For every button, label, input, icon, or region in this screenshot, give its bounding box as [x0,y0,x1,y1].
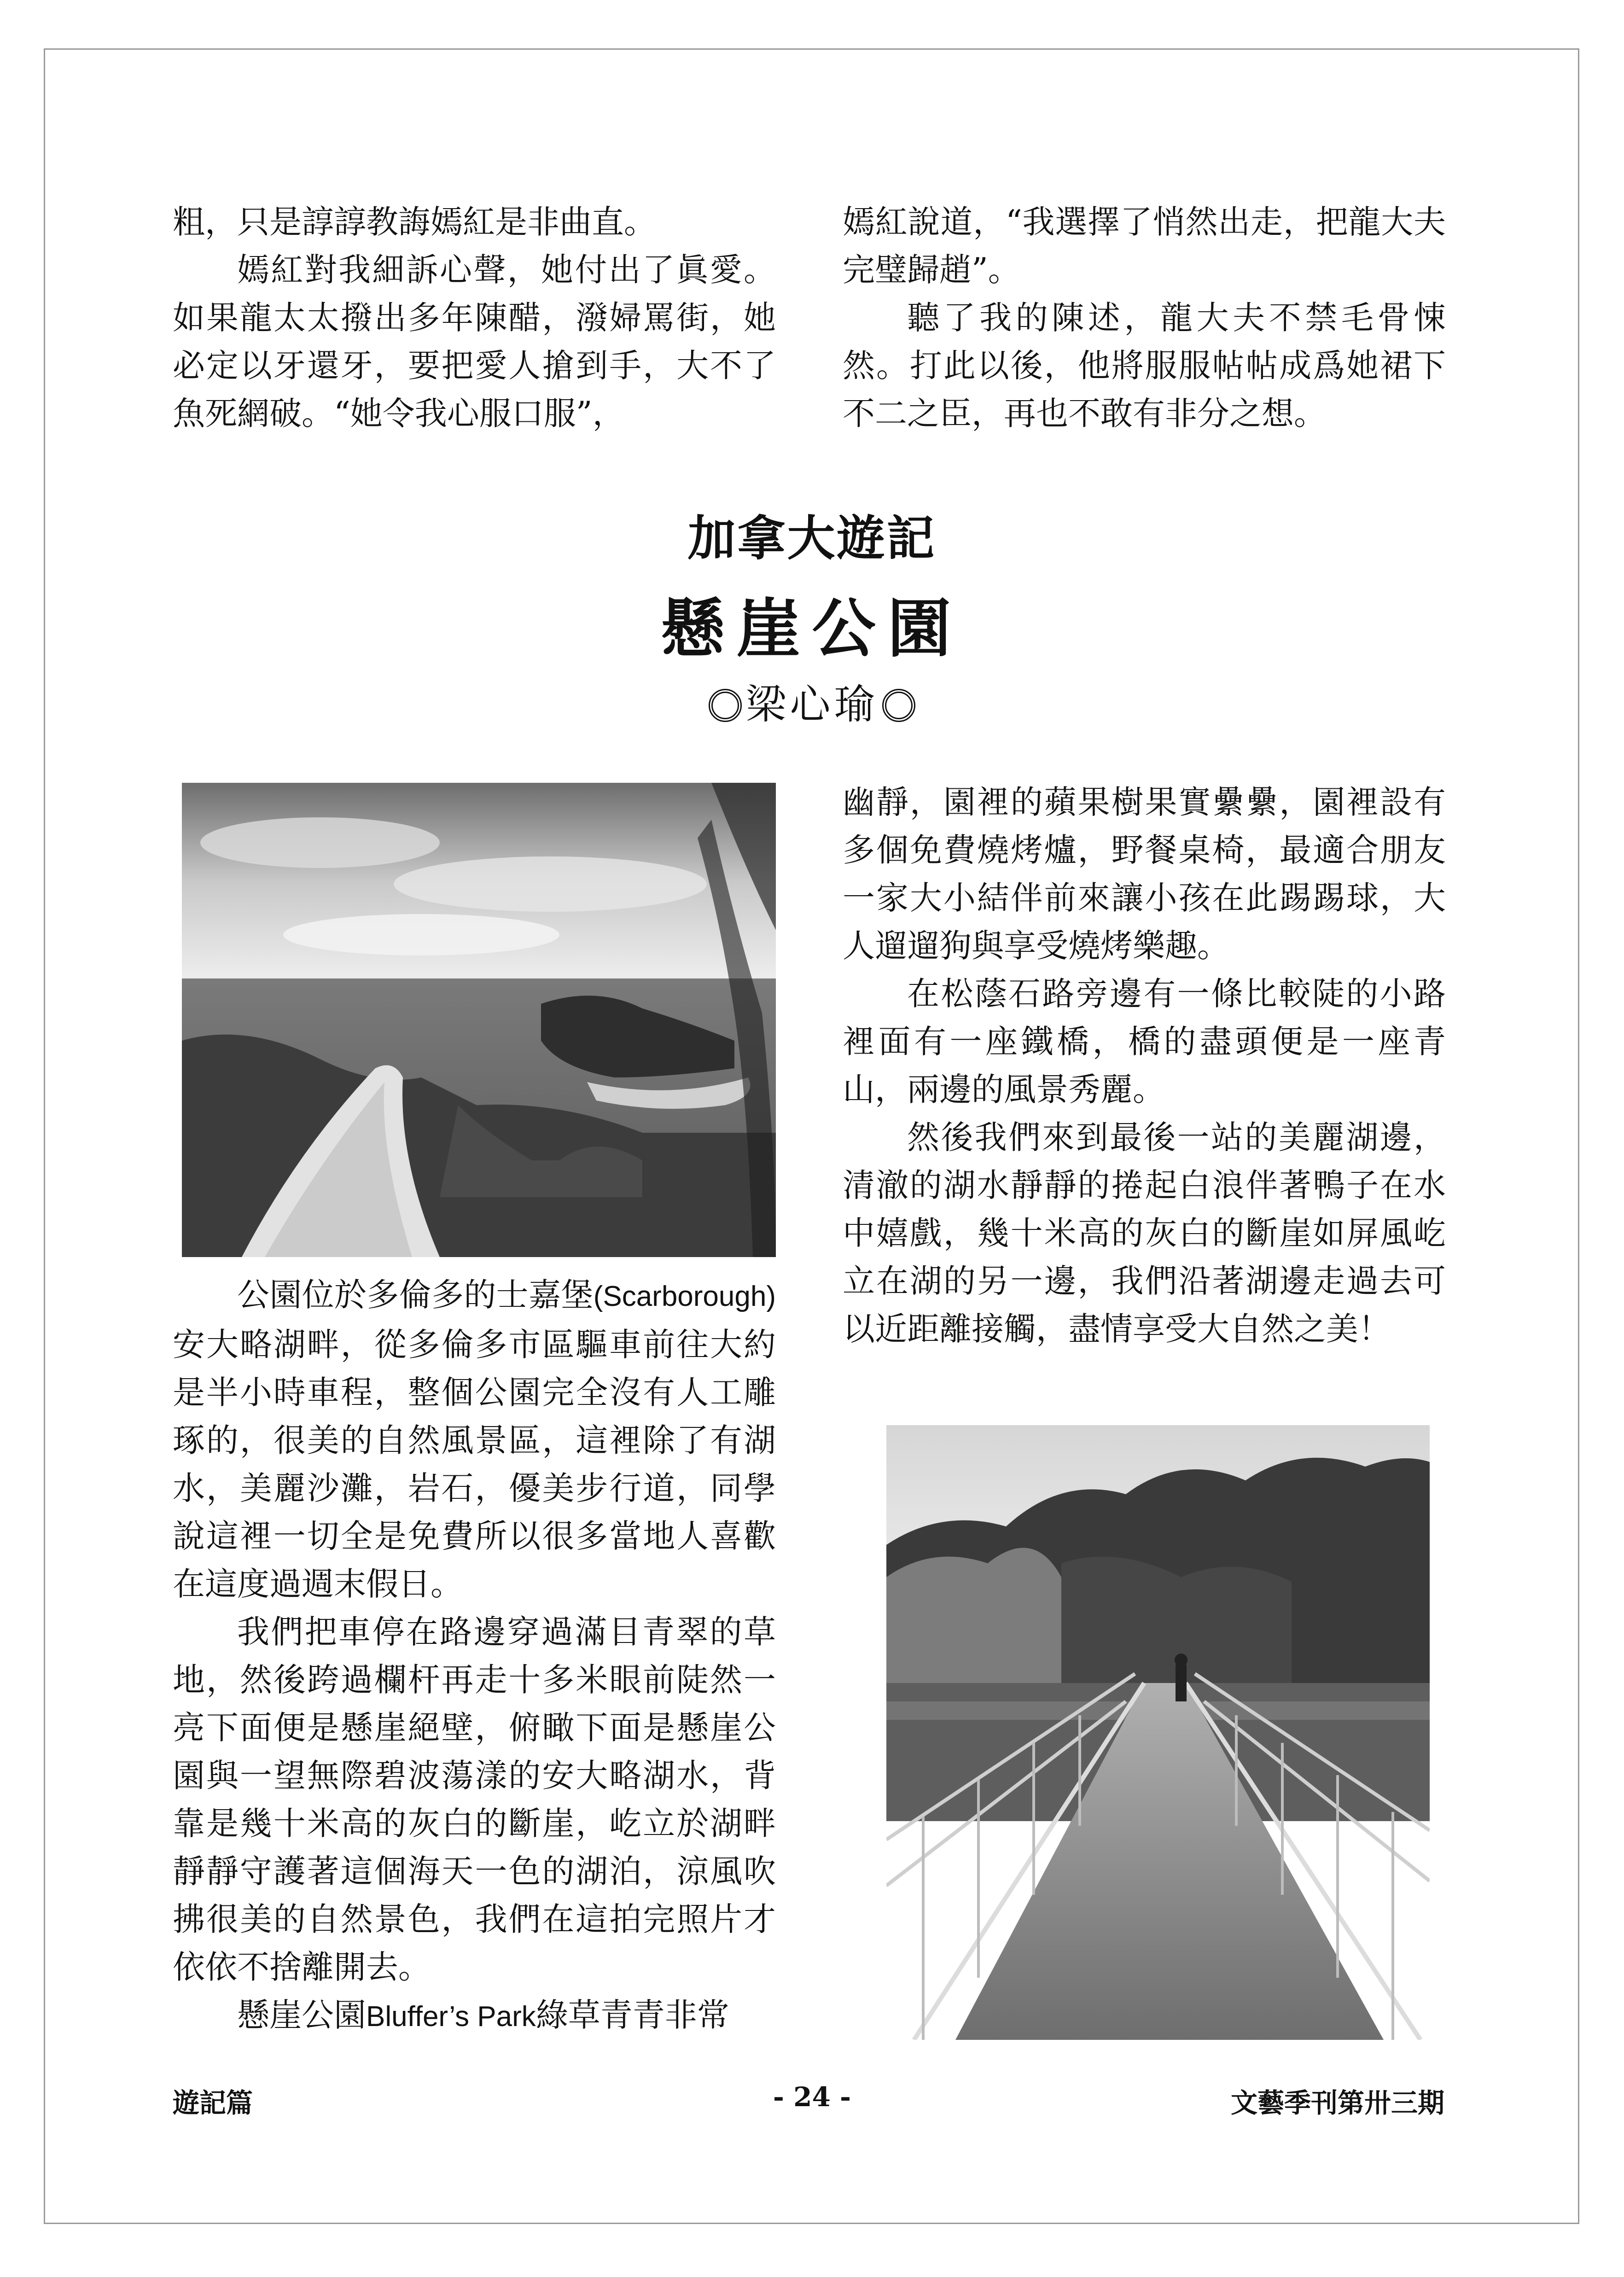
footer-section-label: 遊記篇 [173,2087,253,2119]
p3-rest-text: 綠草青青非常 [536,1996,729,2034]
top-right-paragraph-2: 聽了我的陳述，龍大夫不禁毛骨悚然。打此以後，他將服服帖帖成爲她裙下不二之臣，再也不敢有非分之想。 [843,299,1446,432]
left-paragraph-2: 我們把車停在路邊穿過滿目青翠的草地，然後跨過欄杆再走十多米眼前陡然一亮下面便是懸崖絕壁，俯瞰下面是懸崖公園與一望無際碧波蕩漾的安大略湖水，背靠是幾十米高的灰白的斷崖，屹立於湖畔靜靜守護著這個海天一色的湖泊，涼風吹拂很美的自然景色，我們在這拍完照片才依依不捨離開去。 [173,1613,776,1986]
left-paragraph-1 [173,1271,776,1608]
double-circle-ornament-left [709,689,742,722]
left-article-column [173,1271,776,2041]
right-paragraph-3: 然後我們來到最後一站的美麗湖邊，清澈的湖水靜靜的捲起白浪伴著鴨子在水中嬉戲，幾十米高的灰白的斷崖如屏風屹立在湖的另一邊，我們沿著湖邊走過去可以近距離接觸，盡情享受大自然之美！ [843,1118,1446,1348]
p1-english-name: (Scarborough) [593,1281,776,1312]
top-right-column [843,198,1446,437]
p3-english-name: Bluffer’s Park [366,2001,536,2032]
photo-bluffs-lake [182,783,776,1257]
p1-rest-text: 安大略湖畔，從多倫多市區驅車前往大約是半小時車程，整個公園完全沒有人工雕琢的，很美的自然風景區，這裡除了有湖水，美麗沙灘，岩石，優美步行道，同學說這裡一切全是免費所以很多當地人喜歡在這度過週末假日。 [173,1326,776,1603]
footer-page-number: - 24 - [773,2081,851,2113]
p3-start-text: 懸崖公園 [237,1996,366,2034]
right-article-column [843,778,1446,1353]
footer-publication: 文藝季刊第卅三期 [1230,2087,1444,2119]
top-left-paragraph-1: 粗，只是諄諄教誨嫣紅是非曲直。 [173,203,656,241]
author-line [0,672,1624,730]
left-paragraph-3 [173,1991,776,2041]
series-title: 加拿大遊記 [687,510,937,566]
right-paragraph-1: 幽靜，園裡的蘋果樹果實纍纍，園裡設有多個免費燒烤爐，野餐桌椅，最適合朋友一家大小結伴前來讓小孩在此踢踢球，大人遛遛狗與享受燒烤樂趣。 [843,783,1446,965]
right-paragraph-2: 在松蔭石路旁邊有一條比較陡的小路裡面有一座鐵橋，橋的盡頭便是一座青山，兩邊的風景秀麗。 [843,975,1446,1108]
top-left-paragraph-2: 嫣紅對我細訴心聲，她付出了眞愛。如果龍太太撥出多年陳醋，潑婦罵街，她必定以牙還牙，要把愛人搶到手，大不了魚死網破。“她令我心服口服”， [173,251,776,432]
photo-boardwalk-bridge [886,1425,1430,2040]
article-title: 懸崖公園 [661,591,963,666]
top-left-column [173,198,776,437]
author-name: 梁心瑜 [745,681,879,728]
top-right-paragraph-1: 嫣紅說道，“我選擇了悄然出走，把龍大夫完璧歸趙”。 [843,203,1446,289]
p1-start-text: 公園位於多倫多的士嘉堡 [237,1276,594,1314]
double-circle-ornament-right [882,689,915,722]
